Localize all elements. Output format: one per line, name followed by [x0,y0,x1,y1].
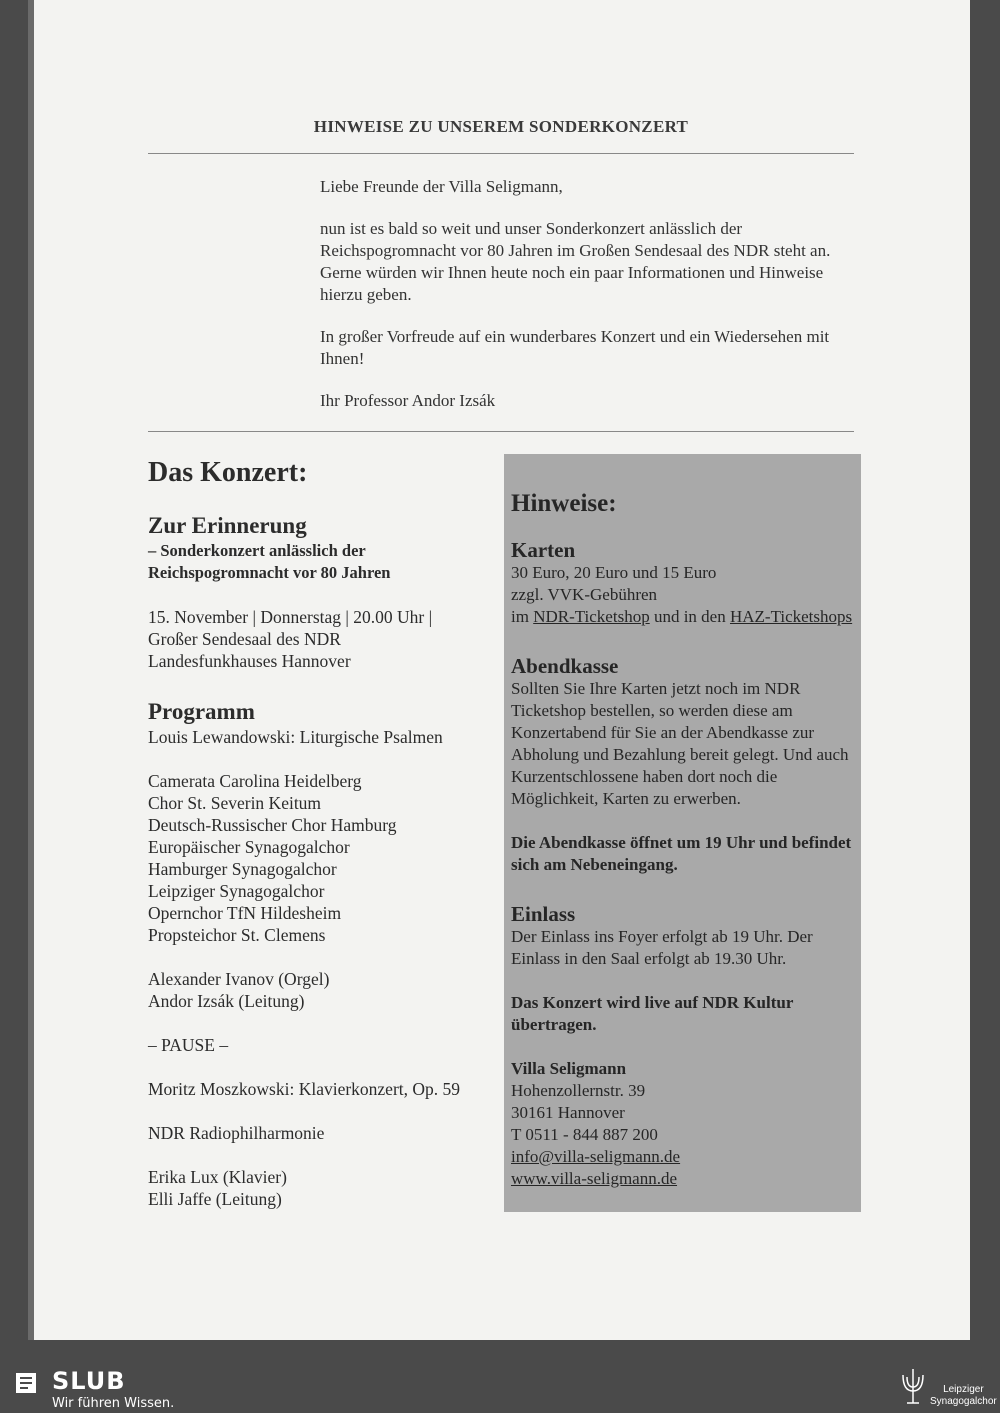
concert-date: 15. November | Donnerstag | 20.00 Uhr | [148,607,433,627]
choir-item: Europäischer Synagogalchor [148,837,350,857]
boxoffice-opening: Die Abendkasse öffnet um 19 Uhr und befindet sich am Nebeneingang. [511,833,852,874]
choir-item: Deutsch-Russischer Chor Hamburg [148,815,397,835]
concert-subtitle-line-1: – Sonderkonzert anlässlich der [148,541,366,560]
menorah-icon [898,1365,928,1407]
tickets-shops: im NDR-Ticketshop und in den HAZ-Ticketshops [511,607,853,626]
contact-street: Hohenzollernstr. 39 [511,1081,646,1100]
slub-claim: Wir führen Wissen. [52,1396,175,1411]
intro-letter [320,176,860,432]
program-work-1: Louis Lewandowski: Liturgische Psalmen [148,727,443,747]
contact-email-link[interactable]: info@villa-seligmann.de [511,1147,681,1166]
footer-bar [0,1362,1000,1413]
concert-venue-line-1: Großer Sendesaal des NDR [148,629,341,649]
choir-item: Hamburger Synagogalchor [148,859,337,879]
contact-phone: T 0511 - 844 887 200 [511,1125,658,1144]
intro-signature: Ihr Professor Andor Izsák [320,391,496,410]
concert-column [148,456,498,1210]
program-heading: Programm [148,699,255,724]
concert-name: Zur Erinnerung [148,513,307,538]
performer-item: Andor Izsák (Leitung) [148,991,305,1011]
intro-paragraph-1: nun ist es bald so weit und unser Sonderkonzert anlässlich der Reichspogromnacht vor 80 Jahren im Großen Sendesaal des NDR steht an. Gerne würden wir Ihnen heute noch ein paar Informationen und Hinweise hierzu geben. [320,219,831,304]
contact-city: 30161 Hannover [511,1103,625,1122]
program-work-2: Moritz Moszkowski: Klavierkonzert, Op. 59 [148,1079,461,1099]
partner-line-2: Synagogalchor [930,1396,997,1407]
boxoffice-heading: Abendkasse [511,654,619,678]
concert-venue-line-2: Landesfunkhauses Hannover [148,651,351,671]
divider-top [148,153,854,154]
notes-column [511,488,856,1190]
tickets-prices: 30 Euro, 20 Euro und 15 Euro [511,563,717,582]
contact-name: Villa Seligmann [511,1059,627,1078]
slub-logo-icon [14,1371,38,1395]
ndr-ticketshop-link[interactable]: NDR-Ticketshop [533,607,650,626]
document-title: HINWEISE ZU UNSEREM SONDERKONZERT [313,117,689,136]
choir-item: Camerata Carolina Heidelberg [148,771,362,791]
broadcast-note: Das Konzert wird live auf NDR Kultur übertragen. [511,993,794,1034]
haz-ticketshops-link[interactable]: HAZ-Ticketshops [729,607,853,626]
choir-item: Chor St. Severin Keitum [148,793,322,813]
concert-heading: Das Konzert: [148,457,308,488]
slub-logo-text: SLUB [52,1367,126,1395]
tickets-fees: zzgl. VVK-Gebühren [511,585,658,604]
choir-item: Opernchor TfN Hildesheim [148,903,342,923]
entry-heading: Einlass [511,902,576,926]
choir-item: Leipziger Synagogalchor [148,881,325,901]
partner-line-1: Leipziger [943,1384,984,1395]
entry-text: Der Einlass ins Foyer erfolgt ab 19 Uhr. Der Einlass in den Saal erfolgt ab 19.30 Uhr. [511,927,813,968]
performer-item: Alexander Ivanov (Orgel) [148,969,330,989]
leipziger-synagogalchor-logo [930,1384,997,1408]
tickets-heading: Karten [511,538,576,562]
program-orchestra: NDR Radiophilharmonie [148,1123,325,1143]
intro-greeting: Liebe Freunde der Villa Seligmann, [320,177,563,196]
choir-item: Propsteichor St. Clemens [148,925,326,945]
program-pause: – PAUSE – [148,1035,229,1055]
contact-website-link[interactable]: www.villa-seligmann.de [511,1169,678,1188]
concert-subtitle-line-2: Reichspogromnacht vor 80 Jahren [148,563,391,582]
boxoffice-text: Sollten Sie Ihre Karten jetzt noch im NDR Ticketshop bestellen, so werden diese am Konzertabend für Sie an der Abendkasse zur Abholung und Bezahlung bereit gelegt. Und auch Kurzentschlossene haben dort noch die Möglichkeit, Karten zu erwerben. [511,679,849,808]
notes-heading: Hinweise: [511,490,617,517]
intro-paragraph-2: In großer Vorfreude auf ein wunderbares Konzert und ein Wiedersehen mit Ihnen! [320,327,830,368]
performer-item: Erika Lux (Klavier) [148,1167,287,1187]
performer-item: Elli Jaffe (Leitung) [148,1189,282,1209]
divider-middle [148,431,854,432]
